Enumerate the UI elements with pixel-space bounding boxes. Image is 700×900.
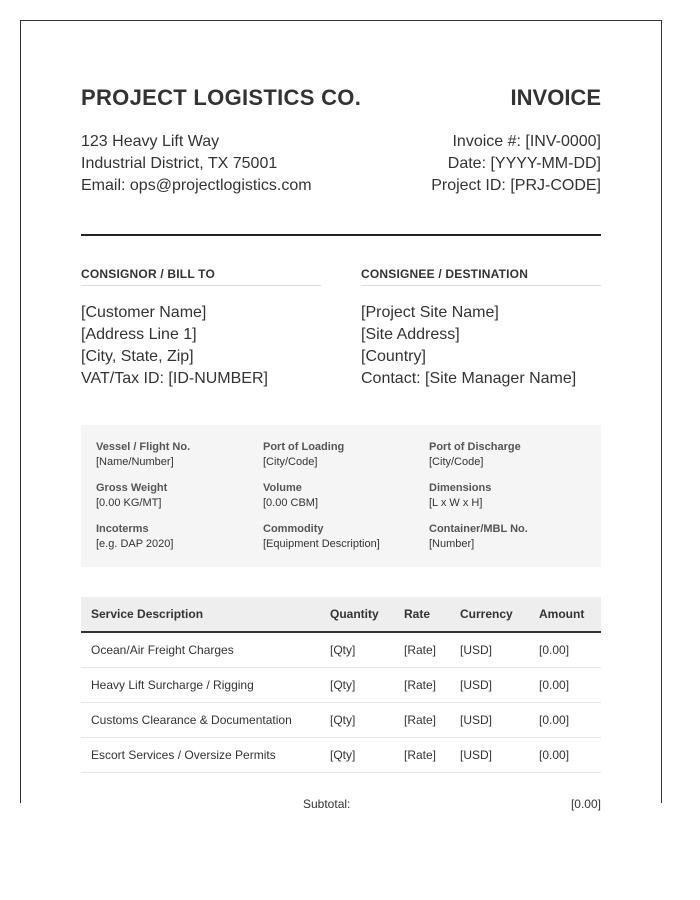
bill-to-heading: CONSIGNOR / BILL TO bbox=[81, 267, 321, 286]
field-label: Dimensions bbox=[429, 482, 492, 494]
service-rate: [Rate] bbox=[394, 668, 450, 703]
invoice-number: Invoice #: [INV-0000] bbox=[452, 133, 601, 150]
service-currency: [USD] bbox=[450, 632, 529, 668]
site-address: [Site Address] bbox=[361, 326, 460, 343]
column-header: Quantity bbox=[320, 597, 394, 632]
shipment-field bbox=[96, 482, 256, 509]
subtotal-value: [0.00] bbox=[570, 797, 601, 811]
field-label: Port of Discharge bbox=[429, 441, 521, 453]
address-line: 123 Heavy Lift Way bbox=[81, 133, 220, 150]
service-amount: [0.00] bbox=[529, 703, 601, 738]
table-row bbox=[81, 668, 601, 703]
service-currency: [USD] bbox=[450, 668, 529, 703]
customer-city: [City, State, Zip] bbox=[81, 348, 194, 365]
field-value: [City/Code] bbox=[429, 456, 484, 468]
service-quantity: [Qty] bbox=[320, 738, 394, 773]
company-name: PROJECT LOGISTICS CO. bbox=[81, 85, 362, 110]
service-amount: [0.00] bbox=[529, 632, 601, 668]
column-header: Amount bbox=[529, 597, 601, 632]
field-value: [Name/Number] bbox=[96, 456, 174, 468]
service-amount: [0.00] bbox=[529, 668, 601, 703]
field-label: Volume bbox=[263, 482, 302, 494]
bill-to-section bbox=[81, 267, 321, 390]
shipment-field bbox=[96, 441, 256, 468]
field-label: Port of Loading bbox=[263, 441, 345, 453]
field-label: Container/MBL No. bbox=[429, 523, 528, 535]
table-row bbox=[81, 738, 601, 773]
column-header: Service Description bbox=[81, 597, 320, 632]
customer-name: [Customer Name] bbox=[81, 304, 207, 321]
field-value: [e.g. DAP 2020] bbox=[96, 538, 174, 550]
table-row bbox=[81, 703, 601, 738]
service-rate: [Rate] bbox=[394, 632, 450, 668]
field-value: [Number] bbox=[429, 538, 475, 550]
destination-lines bbox=[361, 302, 601, 390]
services-table bbox=[81, 597, 601, 773]
shipment-field bbox=[96, 523, 256, 550]
service-description: Escort Services / Oversize Permits bbox=[81, 738, 320, 773]
table-header-row bbox=[81, 597, 601, 632]
destination-heading: CONSIGNEE / DESTINATION bbox=[361, 267, 601, 286]
column-header: Currency bbox=[450, 597, 529, 632]
address-line: Industrial District, TX 75001 bbox=[81, 155, 278, 172]
company-email: Email: ops@projectlogistics.com bbox=[81, 177, 312, 194]
field-value: [0.00 CBM] bbox=[263, 497, 319, 509]
shipment-details bbox=[81, 425, 601, 567]
field-value: [City/Code] bbox=[263, 456, 318, 468]
service-currency: [USD] bbox=[450, 738, 529, 773]
bill-to-lines bbox=[81, 302, 321, 390]
field-label: Vessel / Flight No. bbox=[96, 441, 191, 453]
field-label: Incoterms bbox=[96, 523, 149, 535]
service-rate: [Rate] bbox=[394, 703, 450, 738]
destination-section bbox=[361, 267, 601, 390]
service-quantity: [Qty] bbox=[320, 668, 394, 703]
service-currency: [USD] bbox=[450, 703, 529, 738]
field-label: Gross Weight bbox=[96, 482, 168, 494]
service-quantity: [Qty] bbox=[320, 703, 394, 738]
shipment-field bbox=[429, 523, 589, 550]
shipment-field bbox=[263, 482, 423, 509]
site-country: [Country] bbox=[361, 348, 426, 365]
shipment-field bbox=[263, 523, 423, 550]
service-rate: [Rate] bbox=[394, 738, 450, 773]
invoice-page bbox=[20, 20, 662, 811]
header-divider bbox=[81, 234, 601, 236]
service-quantity: [Qty] bbox=[320, 632, 394, 668]
shipment-field bbox=[429, 482, 589, 509]
company-address bbox=[81, 131, 312, 197]
service-description: Heavy Lift Surcharge / Rigging bbox=[81, 668, 320, 703]
field-label: Commodity bbox=[263, 523, 324, 535]
subtotal-label: Subtotal: bbox=[303, 797, 351, 811]
customer-address: [Address Line 1] bbox=[81, 326, 197, 343]
field-value: [0.00 KG/MT] bbox=[96, 497, 162, 509]
service-description: Customs Clearance & Documentation bbox=[81, 703, 320, 738]
shipment-field bbox=[429, 441, 589, 468]
customer-tax-id: VAT/Tax ID: [ID-NUMBER] bbox=[81, 370, 268, 387]
site-name: [Project Site Name] bbox=[361, 304, 499, 321]
field-value: [L x W x H] bbox=[429, 497, 483, 509]
invoice-date: Date: [YYYY-MM-DD] bbox=[447, 155, 601, 172]
shipment-field bbox=[263, 441, 423, 468]
service-amount: [0.00] bbox=[529, 738, 601, 773]
site-contact: Contact: [Site Manager Name] bbox=[361, 370, 577, 387]
column-header: Rate bbox=[394, 597, 450, 632]
invoice-title: INVOICE bbox=[510, 85, 601, 110]
invoice-meta bbox=[431, 131, 601, 197]
project-id: Project ID: [PRJ-CODE] bbox=[431, 177, 601, 194]
table-row bbox=[81, 632, 601, 668]
field-value: [Equipment Description] bbox=[263, 538, 380, 550]
service-description: Ocean/Air Freight Charges bbox=[81, 632, 320, 668]
